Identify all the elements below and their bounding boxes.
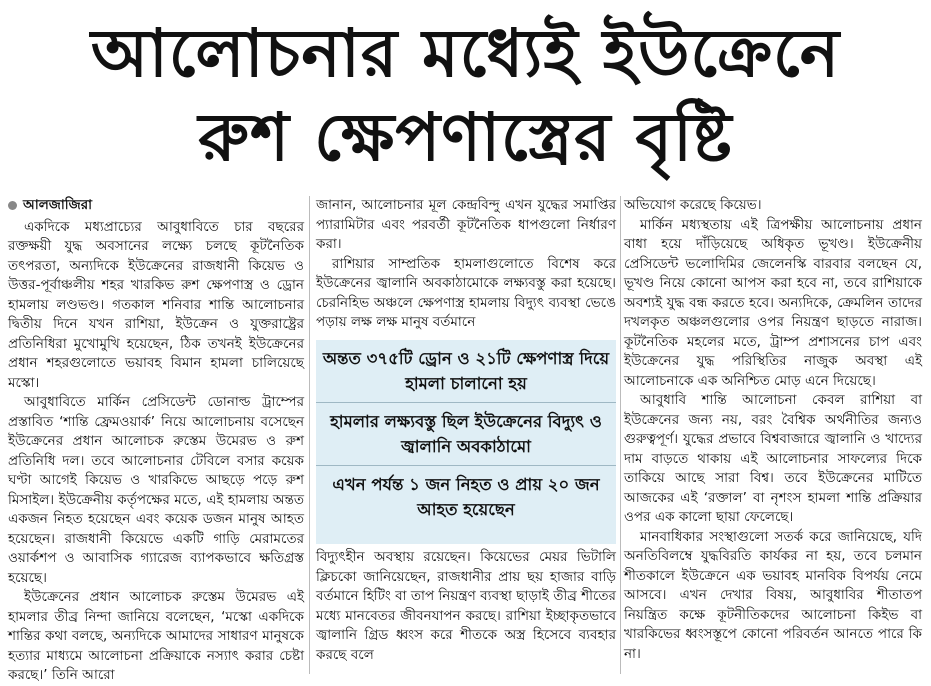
- highlight-quote: অন্তত ৩৭৫টি ড্রোন ও ২১টি ক্ষেপণাস্ত্র দিয়ে হামলা চালানো হয়: [316, 340, 616, 403]
- paragraph: ইউক্রেনের প্রধান আলোচক রুস্তেম উমেরভ এই হামলার তীব্র নিন্দা জানিয়ে বলেছেন, ‘মস্কো একদিকে শান্তির কথা বলছে, অন্যদিকে আমাদের সাধারণ মানুষকে হত্যার মাধ্যমে আলোচনা প্রক্রিয়াকে নস্যাৎ করার চেষ্টা করছে।’ তিনি আরো: [8, 589, 304, 683]
- paragraph: অভিযোগ করেছে কিয়েভ।: [624, 197, 762, 213]
- article-column-1: [8, 196, 304, 683]
- paragraph: আবুধাবি শান্তি আলোচনা কেবল রাশিয়া বা ইউক্রেনের জন্য নয়, বরং বৈশ্বিক অর্থনীতির জন্যও গুরুত্বপূর্ণ। যুদ্ধের প্রভাবে বিশ্ববাজারে জ্বালানি ও খাদ্যের দাম বাড়তে থাকায় এই আলোচনার সাফল্যের দিকে তাকিয়ে আছে সারা বিশ্ব। তবে ইউক্রেনের মাটিতে আজকের এই ‘রক্তাল’ বা নৃশংস হামলা শান্তি প্রক্রিয়ার ওপর এক কালো ছায়া ফেলেছে।: [624, 392, 922, 525]
- paragraph: একদিকে মধ্যপ্রাচ্যের আবুধাবিতে চার বছরের রক্তক্ষয়ী যুদ্ধ অবসানের লক্ষ্যে চলছে কূটনৈতিক তৎপরতা, অন্যদিকে ইউক্রেনের রাজধানী কিয়েভ ও উত্তর-পূর্বাঞ্চলীয় শহর খারকিভ রুশ ক্ষেপণাস্ত্র ও ড্রোন হামলায় লণ্ডভণ্ড। গতকাল শনিবার শান্তি আলোচনার দ্বিতীয় দিনে যখন রাশিয়া, ইউক্রেন ও যুক্তরাষ্ট্রের প্রতিনিধিরা মুখোমুখি হয়েছেন, ঠিক তখনই ইউক্রেনের প্রধান শহরগুলোতে ভয়াবহ বিমান হামলা চালিয়েছে মস্কো।: [8, 218, 304, 391]
- paragraph: আবুধাবিতে মার্কিন প্রেসিডেন্ট ডোনাল্ড ট্রাম্পের প্রস্তাবিত ‘শান্তি ফ্রেমওয়ার্ক’ নিয়ে আলোচনায় বসেছেন ইউক্রেনের প্রধান আলোচক রুস্তেম উমেরভ ও রুশ প্রতিনিধি দল। তবে আলোচনার টেবিলে বসার কয়েক ঘণ্টা আগেই কিয়েভ ও খারকিভে আছড়ে পড়ে রুশ মিসাইল। ইউক্রেনীয় কর্তৃপক্ষের মতে, এই হামলায় অন্তত একজন নিহত হয়েছেন এবং কয়েক ডজন মানুষ আহত হয়েছেন। রাজধানী কিয়েভে একটি গাড়ি মেরামতের ওয়ার্কশপ ও আবাসিক গ্যারেজ ব্যাপকভাবে ক্ষতিগ্রস্ত হয়েছে।: [8, 394, 304, 586]
- bullet-dot-icon: [8, 201, 17, 210]
- headline-line-2: রুশ ক্ষেপণাস্ত্রের বৃষ্টি: [198, 99, 733, 176]
- paragraph: মানবাধিকার সংস্থাগুলো সতর্ক করে জানিয়েছে, যদি অনতিবিলম্বে যুদ্ধবিরতি কার্যকর না হয়, তবে চলমান শীতকালে ইউক্রেনে এক ভয়াবহ মানবিক বিপর্যয় নেমে আসবে। এখন দেখার বিষয়, আবুধাবির শীতাতপ নিয়ন্ত্রিত কক্ষে কূটনীতিকদের আলোচনা কিইভ বা খারকিভের ধ্বংসস্তূপে কোনো পরিবর্তন আনতে পারে কি না।: [624, 528, 922, 662]
- highlight-box: [316, 340, 616, 544]
- article-column-3: [624, 196, 922, 674]
- byline-source: আলজাজিরা: [23, 197, 93, 213]
- paragraph: বিদ্যুৎহীন অবস্থায় রয়েছেন। কিয়েভের মেয়র ভিটালি ক্লিচকো জানিয়েছেন, রাজধানীর প্রায় ছয় হাজার বাড়ি বর্তমানে হিটিং বা তাপ নিয়ন্ত্রণ ব্যবস্থা ছাড়াই তীব্র শীতের মধ্যে মানবেতর জীবনযাপন করছে। রাশিয়া ইচ্ছাকৃতভাবে জ্বালানি গ্রিড ধ্বংস করে শীতকে অস্ত্র হিসেবে ব্যবহার করছে বলে: [316, 549, 616, 663]
- highlight-quote: এখন পর্যন্ত ১ জন নিহত ও প্রায় ২০ জন আহত হয়েছেন: [332, 475, 600, 519]
- headline: [0, 0, 931, 190]
- paragraph: মার্কিন মধ্যস্থতায় এই ত্রিপক্ষীয় আলোচনায় প্রধান বাধা হয়ে দাঁড়িয়েছে অধিকৃত ভূখণ্ড। ইউক্রেনীয় প্রেসিডেন্ট ভলোদিমির জেলেনস্কি বারবার বলছেন যে, ভূখণ্ড নিয়ে কোনো আপস করা হবে না, তবে রাশিয়াকে অবশ্যই যুদ্ধ বন্ধ করতে হবে। অন্যদিকে, ক্রেমলিন তাদের দখলকৃত অঞ্চলগুলোর ওপর নিয়ন্ত্রণ ছাড়তে নারাজ। কূটনৈতিক মহলের মতে, ট্রাম্প প্রশাসনের চাপ এবং ইউক্রেনের যুদ্ধ পরিস্থিতির নাজুক অবস্থা এই আলোচনাকে এক অনিশ্চিত মোড় এনে দিয়েছে।: [624, 216, 922, 389]
- byline: [8, 196, 304, 216]
- article-column-2-top: [316, 196, 616, 336]
- column-divider: [309, 196, 310, 674]
- column-divider: [620, 196, 621, 674]
- paragraph: রাশিয়ার সাম্প্রতিক হামলাগুলোতে বিশেষ করে ইউক্রেনের জ্বালানি অবকাঠামোকে লক্ষ্যবস্তু করা হয়েছে। চেরনিহিভ অঞ্চলে ক্ষেপণাস্ত্র হামলায় বিদ্যুৎ ব্যবস্থা ভেঙে পড়ায় লক্ষ লক্ষ মানুষ বর্তমানে: [316, 255, 616, 330]
- article-column-2-bottom: [316, 548, 616, 674]
- headline-line-1: আলোচনার মধ্যেই ইউক্রেনে: [90, 15, 841, 92]
- highlight-quote: হামলার লক্ষ্যবস্তু ছিল ইউক্রেনের বিদ্যুৎ ও জ্বালানি অবকাঠামো: [316, 403, 616, 466]
- paragraph: জানান, আলোচনার মূল কেন্দ্রবিন্দু এখন যুদ্ধের সমাপ্তির প্যারামিটার এবং পরবর্তী কূটনৈতিক ধাপগুলো নির্ধারণ করা।: [316, 197, 616, 252]
